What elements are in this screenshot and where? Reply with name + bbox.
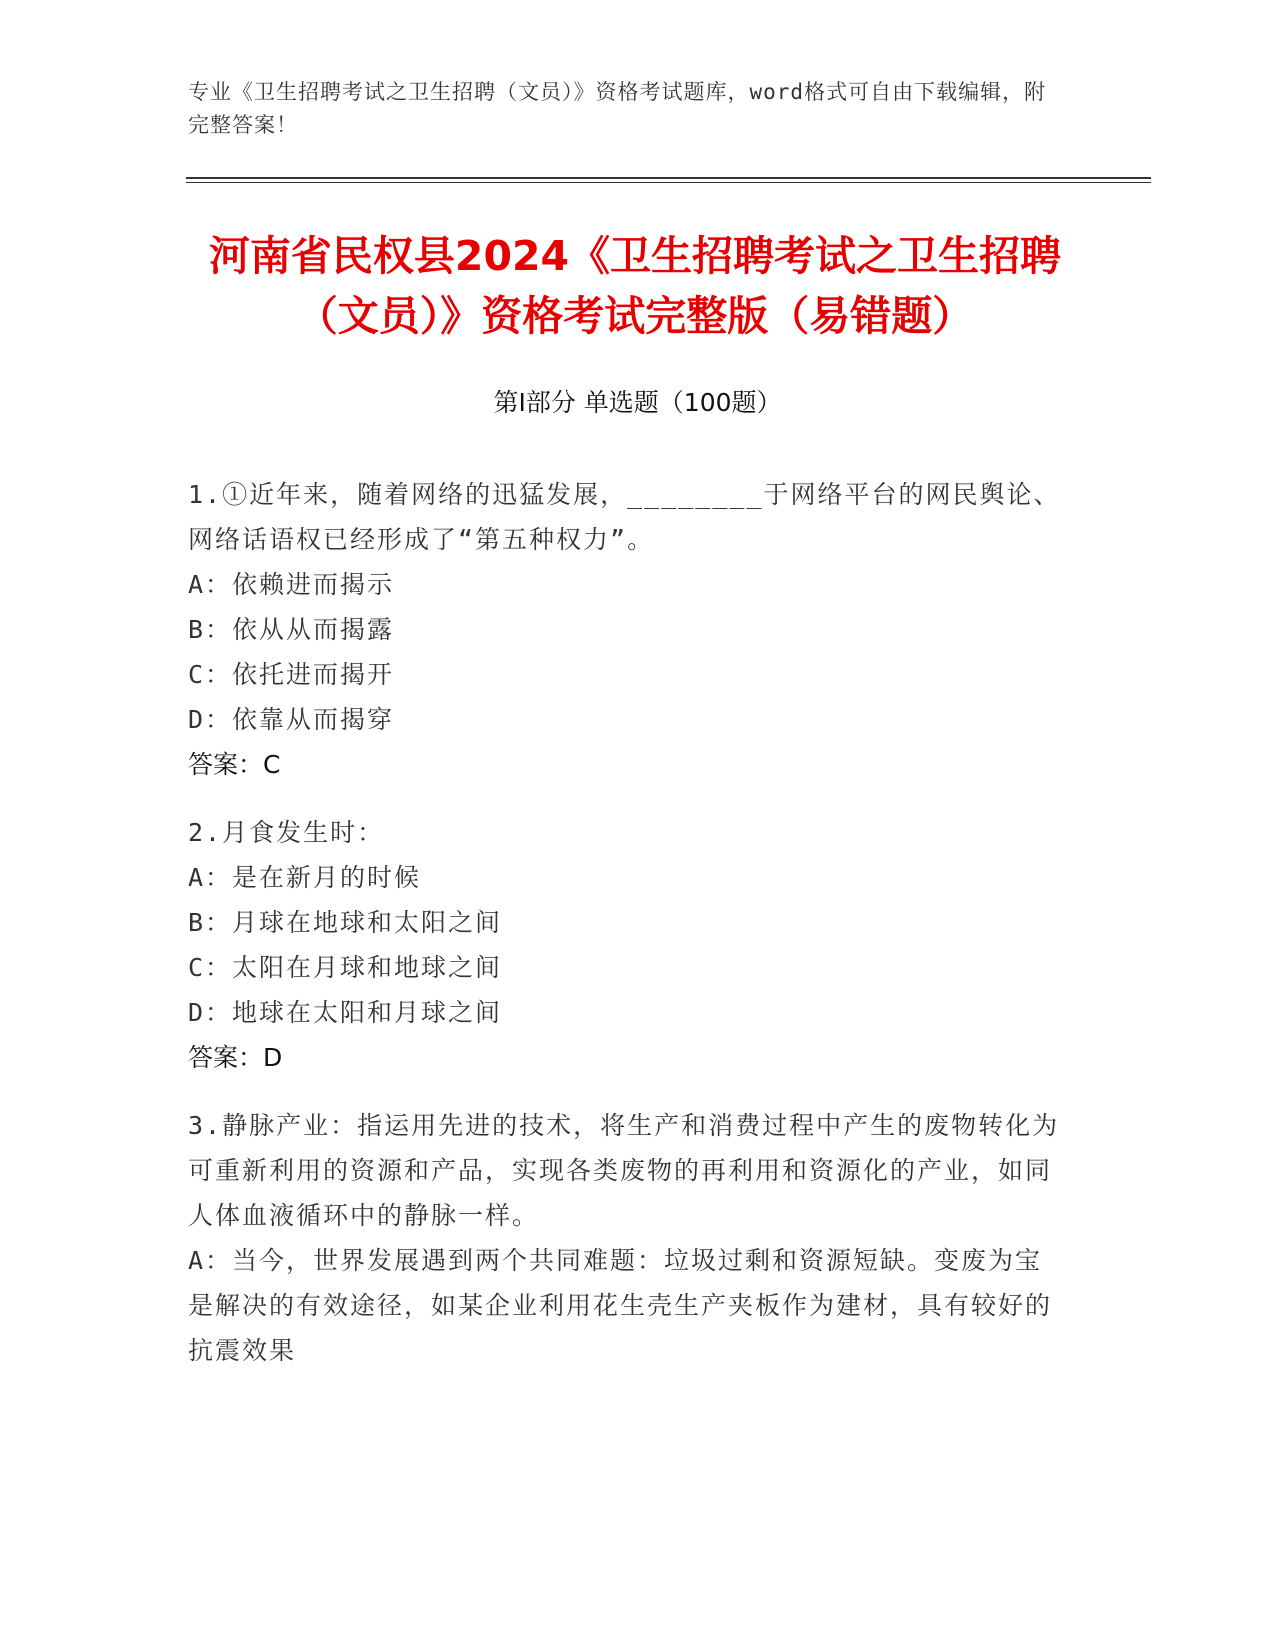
header-divider-thin <box>186 182 1151 183</box>
option-b: B：依从从而揭露 <box>188 615 395 644</box>
question-stem: 3.静脉产业：指运用先进的技术，将生产和消费过程中产生的废物转化为可重新利用的资源和产品，实现各类废物的再利用和资源化的产业，如同人体血液循环中的静脉一样。 <box>188 1111 1060 1230</box>
option-a: A：依赖进而揭示 <box>188 570 395 599</box>
option-d: D：地球在太阳和月球之间 <box>188 998 503 1027</box>
option-a: A：是在新月的时候 <box>188 863 422 892</box>
question-stem: 1.①近年来，随着网络的迅猛发展，________于网络平台的网民舆论、网络话语权已经形成了“第五种权力”。 <box>188 480 1061 554</box>
question-stem: 2.月食发生时： <box>188 818 385 847</box>
question-2 <box>188 810 1068 1081</box>
option-b: B：月球在地球和太阳之间 <box>188 908 503 937</box>
header-note: 专业《卫生招聘考试之卫生招聘（文员）》资格考试题库，word格式可自由下载编辑，附完整答案！ <box>188 80 1047 137</box>
document-title: 河南省民权县2024《卫生招聘考试之卫生招聘（文员）》资格考试完整版（易错题） <box>208 232 1062 340</box>
option-c: C：太阳在月球和地球之间 <box>188 953 503 982</box>
section-title: 第Ⅰ部分 单选题（100题） <box>493 388 782 417</box>
answer-label: 答案：D <box>188 1043 283 1072</box>
question-3 <box>188 1103 1068 1373</box>
question-list <box>188 472 1068 1393</box>
answer-label: 答案：C <box>188 750 281 779</box>
option-a: A：当今，世界发展遇到两个共同难题：垃圾过剩和资源短缺。变废为宝是解决的有效途径，如某企业利用花生壳生产夹板作为建材，具有较好的抗震效果 <box>188 1246 1053 1365</box>
header-divider-thick <box>186 177 1151 179</box>
option-c: C：依托进而揭开 <box>188 660 395 689</box>
option-d: D：依靠从而揭穿 <box>188 705 395 734</box>
question-1 <box>188 472 1068 788</box>
